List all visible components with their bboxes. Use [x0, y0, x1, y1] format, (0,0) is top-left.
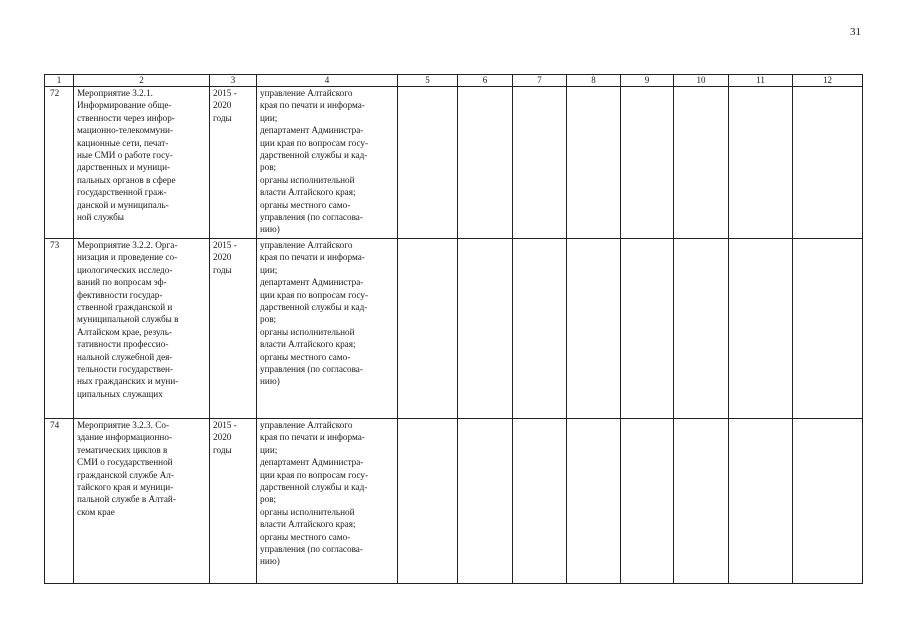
empty-cell: [458, 87, 513, 239]
header-cell: 12: [793, 75, 863, 87]
header-cell: 1: [45, 75, 74, 87]
empty-cell: [513, 419, 567, 584]
activity-text: Мероприятие 3.2.2. Орга- низация и проведение со- циологических исследо- ваний по вопросам эф- фективности государ- ственной гражданской и муниципальной службы в Алтайском крае, резуль- тативности профессио- нальной служебной дея- тельности государствен- ных гражданских и муни- ципальных служащих: [77, 240, 179, 399]
empty-cell: [674, 87, 729, 239]
header-cell: 6: [458, 75, 513, 87]
empty-cell: [793, 87, 863, 239]
measures-table: [44, 74, 863, 584]
row-number: 72: [50, 88, 60, 98]
header-cell: 5: [398, 75, 458, 87]
header-row: [45, 75, 863, 87]
period-text: 2015 - 2020 годы: [213, 420, 237, 455]
empty-cell: [398, 87, 458, 239]
table-row: [45, 239, 863, 419]
header-cell: 9: [621, 75, 674, 87]
empty-cell: [621, 239, 674, 419]
header-cell: 3: [210, 75, 257, 87]
activity-text: Мероприятие 3.2.1. Информирование обще- ственности через инфор- мационно-телекоммуни- кационные сети, печат- ные СМИ о работе госу- дарственных и муници- пальных органов в сфере государственной граж- данской и муниципаль- ной службы: [77, 88, 176, 223]
empty-cell: [793, 239, 863, 419]
empty-cell: [398, 239, 458, 419]
header-cell: 2: [74, 75, 210, 87]
table-row: [45, 87, 863, 239]
empty-cell: [621, 419, 674, 584]
empty-cell: [674, 239, 729, 419]
period-text: 2015 - 2020 годы: [213, 240, 237, 275]
empty-cell: [458, 419, 513, 584]
empty-cell: [567, 419, 621, 584]
empty-cell: [793, 419, 863, 584]
empty-cell: [621, 87, 674, 239]
table-row: [45, 419, 863, 584]
empty-cell: [674, 419, 729, 584]
header-cell: 8: [567, 75, 621, 87]
empty-cell: [458, 239, 513, 419]
empty-cell: [729, 87, 793, 239]
page-number: 31: [850, 26, 861, 38]
empty-cell: [398, 419, 458, 584]
header-cell: 7: [513, 75, 567, 87]
header-cell: 11: [729, 75, 793, 87]
period-text: 2015 - 2020 годы: [213, 88, 237, 123]
row-number: 73: [50, 240, 60, 250]
empty-cell: [729, 419, 793, 584]
header-cell: 10: [674, 75, 729, 87]
empty-cell: [513, 239, 567, 419]
empty-cell: [567, 87, 621, 239]
row-number: 74: [50, 420, 60, 430]
empty-cell: [567, 239, 621, 419]
executors-text: управление Алтайского края по печати и информа- ции; департамент Администра- ции края по вопросам госу- дарственной службы и кад- ров; органы исполнительной власти Алтайского края; органы местного само- управления (по согласова- нию): [260, 420, 369, 567]
activity-text: Мероприятие 3.2.3. Со- здание информационно- тематических циклов в СМИ о государственной гражданской службе Ал- тайского края и муници- пальной службе в Алтай- ском крае: [77, 420, 176, 517]
header-cell: 4: [257, 75, 398, 87]
executors-text: управление Алтайского края по печати и информа- ции; департамент Администра- ции края по вопросам госу- дарственной службы и кад- ров; органы исполнительной власти Алтайского края; органы местного само- управления (по согласова- нию): [260, 88, 369, 235]
empty-cell: [729, 239, 793, 419]
executors-text: управление Алтайского края по печати и информа- ции; департамент Администра- ции края по вопросам госу- дарственной службы и кад- ров; органы исполнительной власти Алтайского края; органы местного само- управления (по согласова- нию): [260, 240, 369, 387]
empty-cell: [513, 87, 567, 239]
